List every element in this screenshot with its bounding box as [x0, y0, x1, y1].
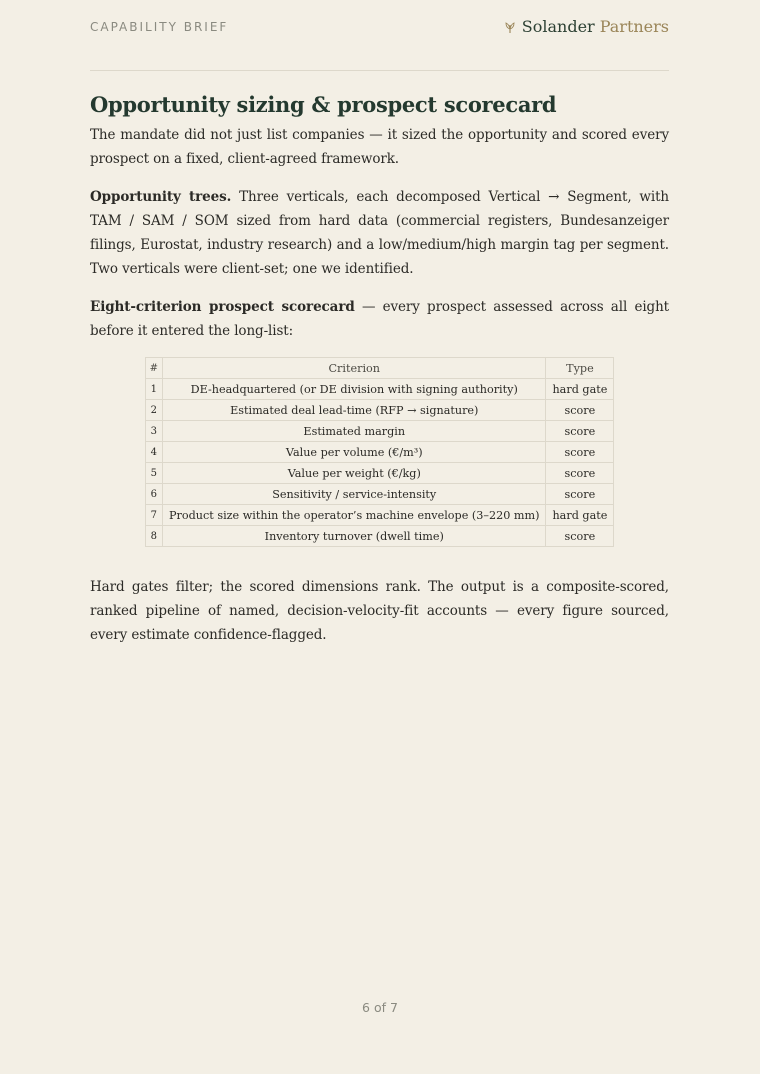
- scorecard-paragraph: [90, 295, 669, 343]
- row-type: hard gate: [546, 379, 614, 400]
- table-row: [145, 484, 614, 505]
- row-type: score: [546, 463, 614, 484]
- table-row: [145, 442, 614, 463]
- column-header-criterion: Criterion: [163, 358, 546, 379]
- row-number: 6: [145, 484, 162, 505]
- row-criterion: Estimated margin: [163, 421, 546, 442]
- scorecard-text: — every prospect assessed across all eight before it entered the long-list:: [90, 299, 670, 339]
- row-criterion: Value per volume (€/m³): [163, 442, 546, 463]
- table-row: [145, 463, 614, 484]
- column-header-number: #: [145, 358, 162, 379]
- leaf-icon: [504, 20, 516, 34]
- trees-text: Three verticals, each decomposed Vertical → Segment, with TAM / SAM / SOM sized from hard data (commercial registers, Bundesanzeiger filings, Eurostat, industry research) and a low/medium/high margin tag per segment. Two verticals were client-set; one we identified.: [90, 189, 669, 277]
- row-type: score: [546, 421, 614, 442]
- row-number: 7: [145, 505, 162, 526]
- brand-logo: [504, 17, 669, 36]
- brand-name: Solander: [521, 17, 595, 36]
- row-criterion: Value per weight (€/kg): [163, 463, 546, 484]
- row-type: score: [546, 400, 614, 421]
- row-type: score: [546, 484, 614, 505]
- table-header-row: [145, 358, 614, 379]
- table-row: [145, 505, 614, 526]
- row-type: score: [546, 442, 614, 463]
- scorecard-label: Eight-criterion prospect scorecard: [90, 299, 355, 315]
- row-number: 1: [145, 379, 162, 400]
- row-number: 2: [145, 400, 162, 421]
- row-number: 8: [145, 526, 162, 547]
- row-number: 3: [145, 421, 162, 442]
- intro-paragraph: The mandate did not just list companies — it sized the opportunity and scored every prospect on a fixed, client-agreed framework.: [90, 127, 669, 167]
- row-number: 5: [145, 463, 162, 484]
- table-row: [145, 379, 614, 400]
- table-row: [145, 400, 614, 421]
- page-header: [90, 16, 669, 71]
- trees-label: Opportunity trees.: [90, 189, 232, 205]
- page-number: 6 of 7: [362, 1000, 398, 1015]
- table-row: [145, 526, 614, 547]
- page-content: [90, 92, 669, 661]
- document-type-label: CAPABILITY BRIEF: [90, 20, 229, 34]
- page-title: Opportunity sizing & prospect scorecard: [90, 92, 557, 117]
- row-criterion: Sensitivity / service-intensity: [163, 484, 546, 505]
- row-number: 4: [145, 442, 162, 463]
- scorecard-table: [145, 357, 615, 547]
- row-type: hard gate: [546, 505, 614, 526]
- row-criterion: Product size within the operator’s machine envelope (3–220 mm): [163, 505, 546, 526]
- row-criterion: DE-headquartered (or DE division with signing authority): [163, 379, 546, 400]
- closing-paragraph: Hard gates filter; the scored dimensions rank. The output is a composite-scored, ranked pipeline of named, decision-velocity-fit accounts — every figure sourced, every estimate confidence-flagged.: [90, 579, 669, 643]
- table-row: [145, 421, 614, 442]
- trees-paragraph: [90, 185, 669, 281]
- row-criterion: Estimated deal lead-time (RFP → signature): [163, 400, 546, 421]
- scorecard-table-wrap: [63, 357, 696, 547]
- row-type: score: [546, 526, 614, 547]
- column-header-type: Type: [546, 358, 614, 379]
- brand-subname: Partners: [599, 17, 669, 36]
- row-criterion: Inventory turnover (dwell time): [163, 526, 546, 547]
